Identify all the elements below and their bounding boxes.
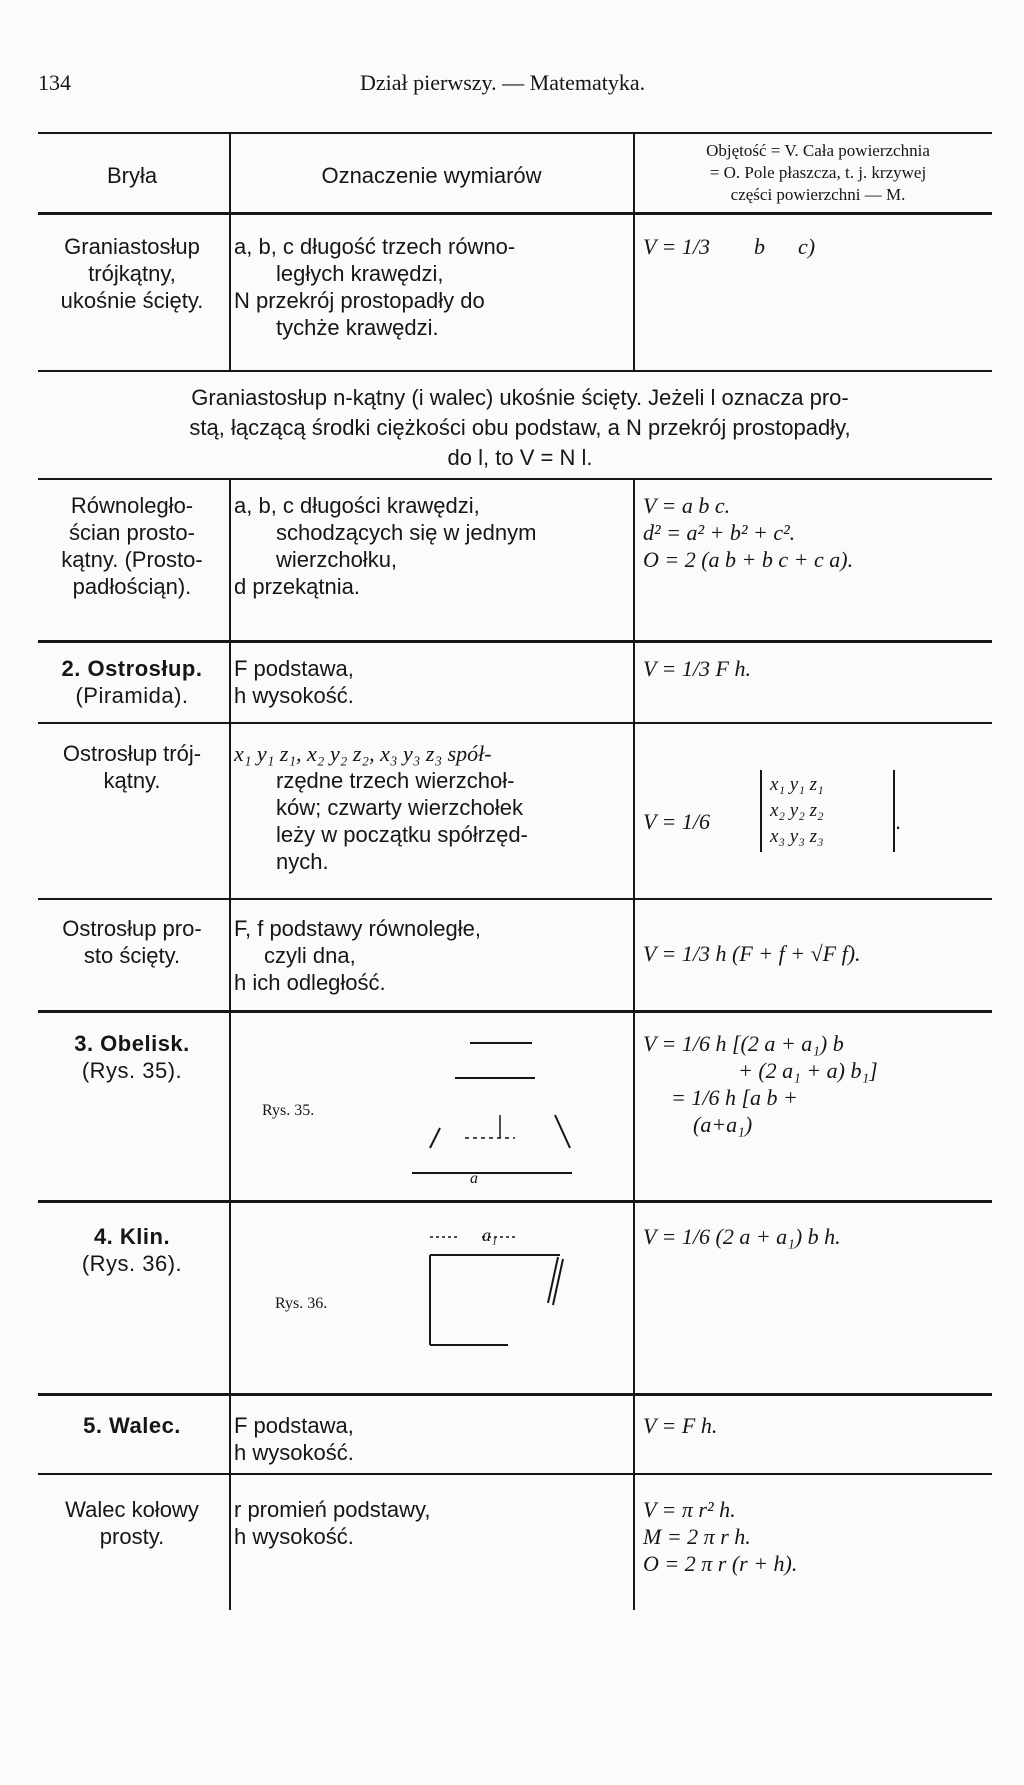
rule-wedge [38,1393,992,1396]
rule-cuboid [38,640,992,643]
figure-36-letter: a₁ [482,1225,498,1245]
cylinder-circ-formulas: V = π r² h. M = 2 π r h. O = 2 π r (r + h). [643,1497,798,1576]
figure-35-label: Rys. 35. [262,1102,315,1119]
rule-obelisk [38,1200,992,1203]
running-title: Dział pierwszy. — Matematyka. [360,70,646,95]
pyramid-tri-volume-prefix: V = 1/6 [643,809,710,834]
pyramid-solid: 2. Ostrosłup. (Piramida). [61,656,203,708]
header-volume: Objętość = V. Cała powierzchnia = O. Pole płaszcza, t. j. krzywej części powierzchni — M. [706,141,930,204]
wedge-solid: 4. Klin. (Rys. 36). [81,1224,183,1276]
pyramid-tri-solid: Ostrosłup trój- kątny. [62,741,202,793]
cylinder-circ-solid: Walec kołowy prosty. [65,1497,199,1549]
wedge-volume: V = 1/6 (2 a + a₁) b h. [643,1224,841,1249]
prism-tri-volume: V = 1/3 b c) [643,234,816,259]
pyramid-dimensions: F podstawa, h wysokość. [234,656,354,708]
prism-tri-dimensions: a, b, c długość trzech równo- ległych krawędzi, N przekrój prostopadły do tychże krawędzi. [234,234,516,340]
header-dimensions: Oznaczenie wymiarów [321,163,542,188]
page-number: 134 [38,70,71,95]
pyramid-volume: V = 1/3 F h. [643,656,751,681]
figure-35-letter: a [470,1170,478,1187]
obelisk-solid: 3. Obelisk. (Rys. 35). [74,1031,190,1083]
determinant-matrix: x₁ y₁ z₁ x₂ y₂ z₂ x₃ y₃ z₃ [760,770,895,852]
cuboid-solid: Równoległo- ścian prosto- kątny. (Prosto- padłościąn). [61,493,203,599]
header-solid: Bryła [106,163,158,188]
rule-frustum [38,1010,992,1013]
cylinder-circ-dimensions: r promień podstawy, h wysokość. [234,1497,431,1549]
figure-36-wedge [420,1225,580,1365]
rule-pyramid-tri [38,898,992,900]
cylinder-volume: V = F h. [643,1413,718,1438]
figure-35-obelisk [400,1035,600,1185]
frustum-dimensions: F, f podstawy równoległe, czyli dna, h ich odległość. [234,916,482,995]
col-divider-2 [633,134,635,370]
figure-36-label: Rys. 36. [275,1295,328,1312]
frustum-volume: V = 1/3 h (F + f + √F f). [643,941,861,966]
col-divider-1b [229,480,231,1610]
cylinder-solid: 5. Walec. [83,1413,181,1438]
prism-n-text: Graniastosłup n-kątny (i walec) ukośnie ścięty. Jeżeli l oznacza pro- stą, łączącą środki ciężkości obu podstaw, a N przekrój prostopadły, do l, to V = N l. [189,385,851,470]
rule-prism [38,370,992,372]
rule-pyramid [38,722,992,724]
cylinder-dimensions: F podstawa, h wysokość. [234,1413,354,1465]
rule-cylinder [38,1473,992,1475]
rule-ngon [38,478,992,480]
col-divider-1 [229,134,231,370]
cuboid-dimensions: a, b, c długości krawędzi, schodzących się w jednym wierzchołku, d przekątnia. [234,493,537,599]
frustum-solid: Ostrosłup pro- sto ścięty. [62,916,202,968]
rule-header [38,212,992,215]
pyramid-tri-dimensions: x₁ y₁ z₁, x₂ y₂ z₂, x₃ y₃ z₃ spół- rzędne trzech wierzchoł- ków; czwarty wierzchołek leży w początku spółrzęd- nych. [234,741,528,874]
rule-top [38,132,992,134]
cuboid-formulas: V = a b c. d² = a² + b² + c². O = 2 (a b + b c + c a). [643,493,854,572]
pyramid-tri-volume-suffix: . [895,809,902,834]
col-divider-2b [633,480,635,1610]
obelisk-volume: V = 1/6 h [(2 a + a₁) b + (2 a₁ + a) b₁] = 1/6 h [a b + (a+a₁) [643,1031,878,1137]
prism-tri-solid: Graniastosłup trójkątny, ukośnie ścięty. [60,234,204,313]
